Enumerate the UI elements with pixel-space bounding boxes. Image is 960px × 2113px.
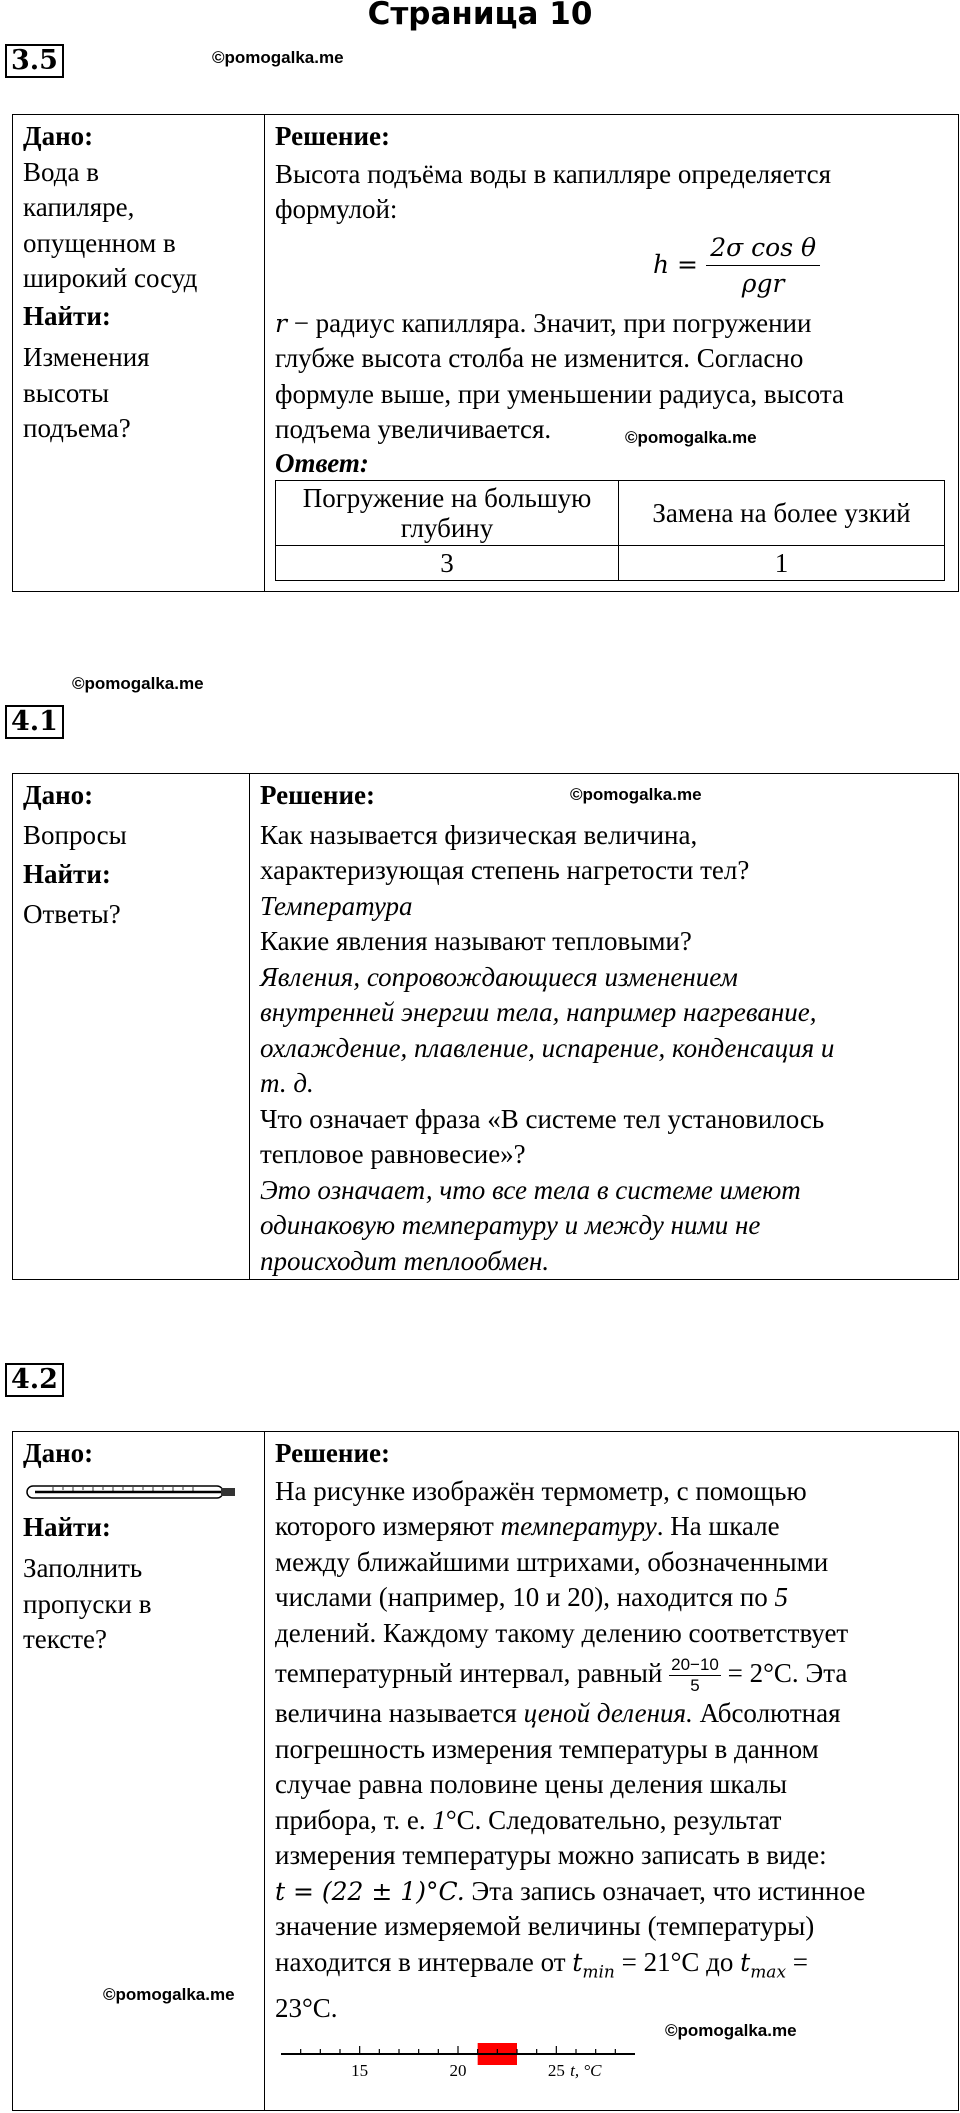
text: = 21°C до xyxy=(614,1946,741,1977)
solution-line: глубже высота столба не изменится. Согласно xyxy=(275,343,804,373)
answer-line: происходит теплообмен. xyxy=(260,1245,550,1276)
watermark: ©pomogalka.me xyxy=(570,785,702,804)
task-4-2-table xyxy=(12,1431,959,2111)
tick-label: 20 xyxy=(449,2061,467,2081)
given-line: широкий сосуд xyxy=(23,263,198,293)
answer-line: Температура xyxy=(260,890,413,921)
formula-lhs: h = xyxy=(652,249,698,279)
answer-value: 3 xyxy=(276,545,619,580)
given-line: Вопросы xyxy=(23,819,127,850)
r-symbol: r xyxy=(275,308,287,338)
text-italic: 5 xyxy=(774,1582,789,1612)
watermark: ©pomogalka.me xyxy=(625,428,757,447)
text: величина называется xyxy=(275,1698,524,1729)
find-line: тексте? xyxy=(23,1624,107,1654)
find-line: Изменения xyxy=(23,342,150,372)
task-number-4-2: 4.2 xyxy=(5,1363,64,1397)
text: Абсолютная xyxy=(692,1698,841,1729)
temperature-scale xyxy=(275,2030,675,2086)
given-column xyxy=(13,115,265,591)
solution-text: − радиус капилляра. Значит, при погружении xyxy=(293,307,812,338)
solution-line xyxy=(275,1651,948,1696)
math-subscript: max xyxy=(750,1962,787,1983)
question-line: характеризующая степень нагретости тел? xyxy=(260,855,750,885)
solution-line: измерения температуры можно записать в виде: xyxy=(275,1840,827,1871)
solution-column xyxy=(265,1432,958,2110)
text: = 2°C. Эта xyxy=(720,1658,848,1688)
given-line: Вода в xyxy=(23,156,99,187)
thermometer-icon xyxy=(23,1478,245,1504)
find-label: Найти: xyxy=(23,1511,111,1542)
answer-line: одинаковую температуру и между ними не xyxy=(260,1210,761,1240)
text: прибора, т. е. xyxy=(275,1804,433,1835)
solution-line xyxy=(275,306,948,342)
text: Эта запись означает, что истинное xyxy=(464,1875,866,1906)
find-label: Найти: xyxy=(23,859,111,889)
tick-label: 25 xyxy=(547,2061,565,2081)
solution-column xyxy=(265,115,958,591)
task-3-5-table xyxy=(12,114,959,592)
text: = xyxy=(786,1946,809,1977)
solution-line: формулой: xyxy=(275,194,398,224)
solution-line: Высота подъёма воды в капилляре определяется xyxy=(275,158,832,189)
answer-header: Погружение на большую глубину xyxy=(276,480,619,545)
tick-label: 15 xyxy=(351,2061,369,2081)
solution-label: Решение: xyxy=(260,780,375,810)
solution-line: 23°C. xyxy=(275,1992,338,2023)
solution-line xyxy=(275,1509,948,1545)
solution-line xyxy=(275,1580,948,1616)
solution-line: формуле выше, при уменьшении радиуса, высота xyxy=(275,378,844,409)
given-label: Дано: xyxy=(23,780,94,810)
solution-line: значение измеряемой величины (температуры) xyxy=(275,1911,815,1942)
answer-line: Явления, сопровождающиеся изменением xyxy=(260,961,738,992)
solution-label: Решение: xyxy=(275,1438,390,1468)
solution-line: случае равна половине цены деления шкалы xyxy=(275,1769,787,1800)
capillary-formula xyxy=(525,230,948,302)
fraction-numerator: 20−10 xyxy=(671,1655,719,1675)
solution-line xyxy=(275,1696,948,1732)
find-label: Найти: xyxy=(23,300,111,331)
find-line: Заполнить xyxy=(23,1553,143,1583)
text-italic: 1 xyxy=(432,1804,446,1835)
formula-fraction xyxy=(706,230,820,302)
answer-line: внутренней энергии тела, например нагревание, xyxy=(260,997,817,1027)
question-line: Как называется физическая величина, xyxy=(260,819,698,850)
formula-numerator: 2σ cos θ xyxy=(706,230,820,267)
math-subscript: min xyxy=(582,1962,615,1983)
find-line: высоты xyxy=(23,377,109,408)
question-line: Что означает фраза «В системе тел установилось xyxy=(260,1103,825,1134)
solution-label: Решение: xyxy=(275,121,390,151)
answer-line: Это означает, что все тела в системе имеют xyxy=(260,1174,801,1205)
text: находится в интервале от xyxy=(275,1946,573,1977)
answer-table xyxy=(275,480,945,581)
text: числами (например, 10 и 20), находится по xyxy=(275,1582,775,1612)
answer-value: 1 xyxy=(619,545,945,580)
solution-line xyxy=(275,1803,948,1839)
solution-line: На рисунке изображён термометр, с помощью xyxy=(275,1475,807,1506)
solution-line: погрешность измерения температуры в данном xyxy=(275,1733,819,1764)
find-line: пропуски в xyxy=(23,1588,152,1619)
task-number-3-5: 3.5 xyxy=(5,44,64,78)
answer-line: т. д. xyxy=(260,1068,314,1098)
find-line: Ответы? xyxy=(23,898,121,929)
text: температурный интервал, равный xyxy=(275,1658,670,1688)
text: которого измеряют xyxy=(275,1511,501,1541)
given-label: Дано: xyxy=(23,1438,94,1468)
task-4-1-table xyxy=(12,773,959,1280)
answer-header: Замена на более узкий xyxy=(619,480,945,545)
solution-line: делений. Каждому такому делению соответствует xyxy=(275,1617,849,1648)
given-column xyxy=(13,774,250,1279)
solution-line xyxy=(275,1874,948,1910)
watermark: ©pomogalka.me xyxy=(212,48,344,67)
question-line: тепловое равновесие»? xyxy=(260,1139,526,1169)
math-symbol: t xyxy=(740,1947,751,1977)
watermark: ©pomogalka.me xyxy=(665,2021,797,2040)
page-title: Страница 10 xyxy=(367,0,593,32)
text: . На шкале xyxy=(656,1511,780,1541)
answer-label: Ответ: xyxy=(275,447,369,478)
solution-line xyxy=(275,1945,948,1991)
formula-denominator: ρgr xyxy=(741,269,785,298)
text-italic: ценой деления. xyxy=(523,1698,693,1729)
given-label: Дано: xyxy=(23,121,94,151)
fraction-denominator: 5 xyxy=(690,1676,700,1696)
answer-line: охлаждение, плавление, испарение, конденсация и xyxy=(260,1032,835,1063)
text-italic: температуру xyxy=(500,1511,657,1541)
given-line: капиляре, xyxy=(23,192,135,222)
find-line: подъема? xyxy=(23,413,131,443)
watermark: ©pomogalka.me xyxy=(103,1985,235,2004)
question-line: Какие явления называют тепловыми? xyxy=(260,926,692,956)
division-fraction xyxy=(669,1655,721,1696)
math-symbol: t xyxy=(572,1947,583,1977)
given-line: опущенном в xyxy=(23,227,176,258)
task-number-4-1: 4.1 xyxy=(5,705,64,739)
watermark: ©pomogalka.me xyxy=(72,674,204,693)
solution-line: между ближайшими штрихами, обозначенными xyxy=(275,1546,829,1577)
math-expression: t = (22 ± 1)°C. xyxy=(275,1876,465,1906)
solution-text-block xyxy=(260,818,948,1280)
solution-column xyxy=(250,774,958,1279)
axis-label: t, °C xyxy=(570,2061,602,2081)
text: °C. Следовательно, результат xyxy=(445,1804,782,1835)
given-column xyxy=(13,1432,265,2110)
solution-line: подъема увеличивается. xyxy=(275,414,552,444)
